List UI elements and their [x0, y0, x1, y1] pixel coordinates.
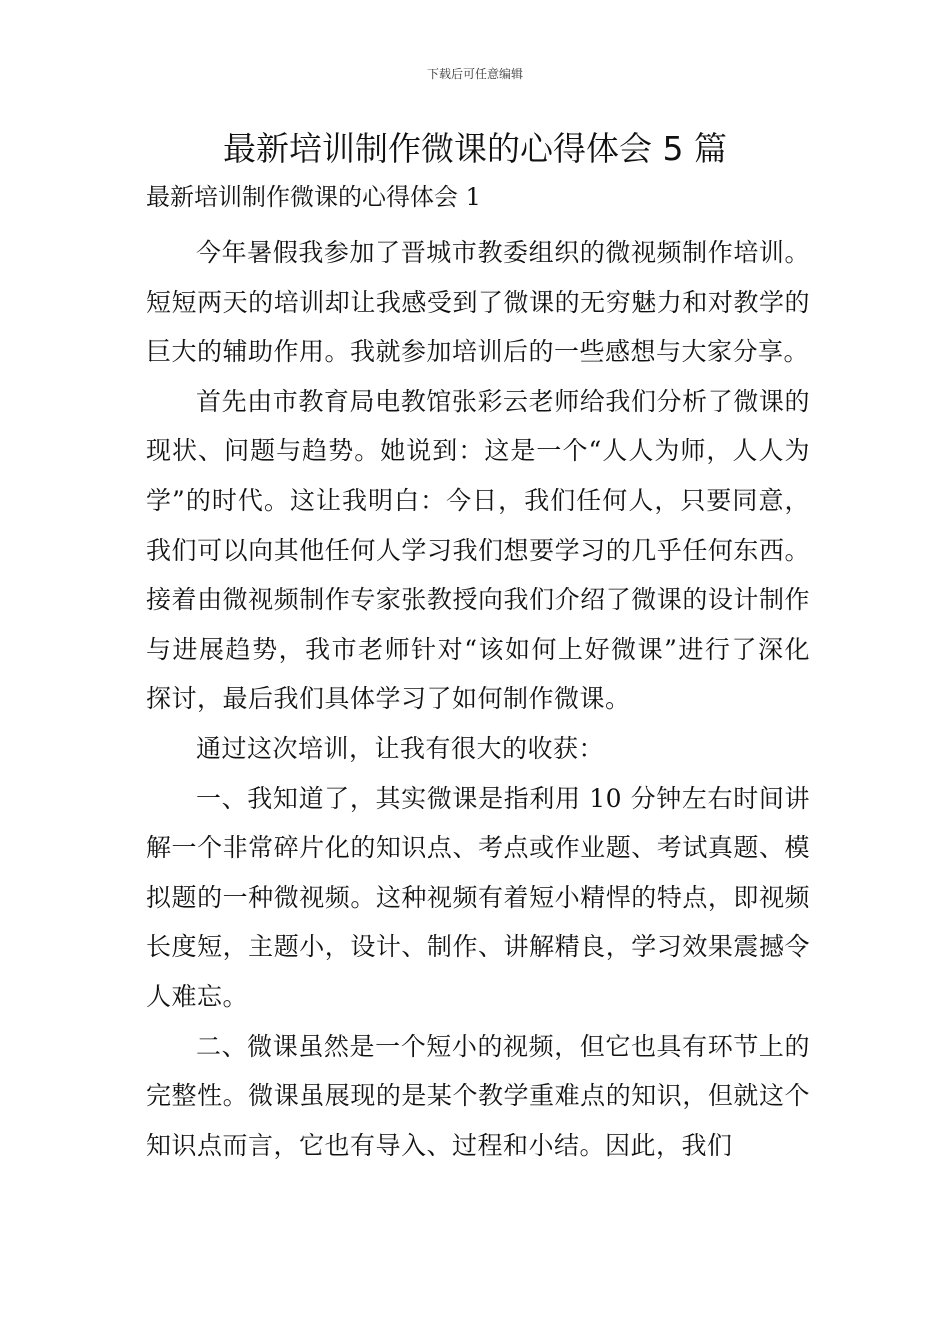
paragraph-first: 首先由市教育局电教馆张彩云老师给我们分析了微课的现状、问题与趋势。她说到：这是一个“人人为师，人人为学”的时代。这让我明白：今日，我们任何人，只要同意，我们可以向其他任何人学习我们想要学习的几乎任何东西。接着由微视频制作专家张教授向我们介绍了微课的设计制作与进展趋势，我市老师针对“该如何上好微课”进行了深化探讨，最后我们具体学习了如何制作微课。 [146, 386, 810, 714]
paragraph-point-two: 二、微课虽然是一个短小的视频，但它也具有环节上的完整性。微课虽展现的是某个教学重难点的知识，但就这个知识点而言，它也有导入、过程和小结。因此，我们 [146, 1031, 810, 1160]
header-note: 下载后可任意编辑 [426, 67, 523, 81]
paragraph-point-one: 一、我知道了，其实微课是指利用 10 分钟左右时间讲解一个非常碎片化的知识点、考点或作业题、考试真题、模拟题的一种微视频。这种视频有着短小精悍的特点，即视频长度短，主题小，设计、制作、讲解精良，学习效果震撼令人难忘。 [146, 783, 810, 1011]
paragraph-gains: 通过这次培训，让我有很大的收获： [196, 733, 605, 763]
document-title: 最新培训制作微课的心得体会 5 篇 [223, 129, 727, 168]
paragraph-intro: 今年暑假我参加了晋城市教委组织的微视频制作培训。短短两天的培训却让我感受到了微课的无穷魅力和对教学的巨大的辅助作用。我就参加培训后的一些感想与大家分享。 [146, 238, 810, 367]
section-heading: 最新培训制作微课的心得体会 1 [146, 183, 481, 211]
body-text [146, 228, 810, 1170]
